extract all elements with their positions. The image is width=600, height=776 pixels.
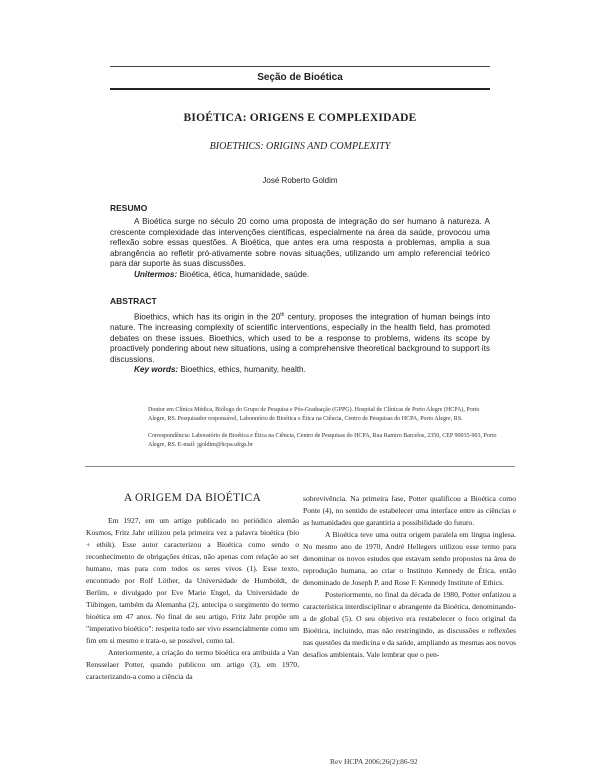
- right-paragraph-2: Posteriormente, no final da década de 1980, Potter enfatizou a característica interdisciplinar e abrangente da Bioética, denominando-a de global (5). O seu objetivo era restabelecer o foco original da Bioética, incluindo, mas não restringindo, as discussões e reflexões nas questões da medicina e da saúde, ampliando as mesmas aos novos desafios ambientais. Vale lembrar que o pen-: [303, 590, 516, 659]
- resumo-heading: RESUMO: [110, 203, 148, 213]
- section-header: Seção de Bioética: [257, 72, 343, 83]
- right-column: [303, 493, 516, 661]
- abstract-keywords: [110, 365, 490, 376]
- footnote-correspondence: Correspondência: Laboratório de Bioética e Ética na Ciência, Centro de Pesquisas do HCPA, Rua Ramiro Barcelos, 2350, CEP 90035-903, Porto Alegre, RS. E-mail: jgoldim@hcpa.ufrgs.br: [148, 433, 497, 448]
- left-paragraph-1: Em 1927, em um artigo publicado no periódico alemão Kosmos, Fritz Jahr utilizou pela primeira vez a palavra bioética (bio + ethik). Esse autor caracterizou a Bioética como sendo o reconhecimento de obrigações éticas, não apenas com relação ao ser humano, mas para com todos os seres vivos (1). Esse texto, encontrado por Rolf Löther, da Universidade de Humboldt, de Berlim, e divulgado por Eve Marie Engel, da Universidade de Tübingen, também da Alemanha (2), antecipa o surgimento do termo bioética em 47 anos. No final de seu artigo, Fritz Jahr propõe um "imperativo bioético": respeita todo ser vivo essencialmente como um fim em si mesmo e trata-o, se possível, como tal.: [86, 516, 299, 645]
- resumo-keywords-label: Unitermos:: [134, 269, 178, 279]
- resumo-text: A Bioética surge no século 20 como uma proposta de integração do ser humano à natureza. A crescente complexidade das intervenções científicas, especialmente na área da saúde, provocou uma reflexão sobre essas questões. A Bioética, que antes era uma resposta a problemas, amplia a sua abrangência ao refletir pró-ativamente sobre novas situações, utilizando um amplo referencial teórico para dar suporte às suas discussões.: [110, 217, 490, 268]
- author-name: José Roberto Goldim: [262, 176, 338, 185]
- section-divider: [85, 466, 515, 467]
- article-subtitle: BIOETHICS: ORIGINS AND COMPLEXITY: [209, 141, 391, 152]
- left-column: [86, 515, 299, 683]
- article-title: BIOÉTICA: ORIGENS E COMPLEXIDADE: [183, 112, 417, 124]
- page-footer-citation: Rev HCPA 2006;26(2):86-92: [330, 757, 418, 766]
- section-header-bottom-rule: [110, 88, 490, 90]
- abstract-text-part2: century, proposes the integration of human beings into nature. The increasing complexity of scientific interventions, especially in the health field, has promoted debates on these issues. Bioethics, which used to be a response to problems, widens its scope by proactively pondering about new situations, using a comprehensive theoretical background to support its discussions.: [110, 312, 490, 364]
- abstract-keywords-label: Key words:: [134, 365, 179, 375]
- left-paragraph-2: Anteriormente, a criação do termo bioética era atribuída a Van Rensselaer Potter, quando publicou um artigo (3), em 1970, caracterizando-a como a ciência da: [86, 648, 299, 681]
- abstract-heading: ABSTRACT: [110, 296, 157, 306]
- resumo-keywords: [110, 270, 490, 281]
- right-paragraph-0: sobrevivência. Na primeira fase, Potter qualificou a Bioética como Ponte (4), no sentido de estabelecer uma interface entre as ciências e as humanidades que garantiria a possibilidade do futuro.: [303, 494, 516, 527]
- body-section-title: A ORIGEM DA BIOÉTICA: [123, 492, 262, 504]
- abstract-keywords-value: Bioethics, ethics, humanity, health.: [180, 365, 306, 375]
- resumo-keywords-value: Bioética, ética, humanidade, saúde.: [179, 269, 310, 279]
- resumo-block: [110, 217, 490, 280]
- abstract-text-part1: Bioethics, which has its origin in the 20: [134, 312, 281, 322]
- abstract-text: [110, 310, 490, 365]
- abstract-superscript: th: [280, 312, 285, 318]
- footnote-affiliation: Doutor em Clínica Médica, Biólogo do Grupo de Pesquisa e Pós-Graduação (GPPG). Hospital de Clínicas de Porto Alegre (HCPA), Porto Alegre, RS. Pesquisador responsável, Laboratório de Bioética e Ética na Ciência, Centro de Pesquisas do HCPA, Porto Alegre, RS.: [148, 407, 480, 422]
- abstract-block: [110, 310, 490, 376]
- right-paragraph-1: A Bioética teve uma outra origem paralela em língua inglesa. No mesmo ano de 1970, André Hellegers utilizou esse termo para denominar os novos estudos que estavam sendo propostos na área de reprodução humana, ao criar o Instituto Kennedy de Ética, então denominado de Joseph P. and Rose F. Kennedy Institute of Ethics.: [303, 530, 516, 587]
- section-header-top-rule: [110, 66, 490, 67]
